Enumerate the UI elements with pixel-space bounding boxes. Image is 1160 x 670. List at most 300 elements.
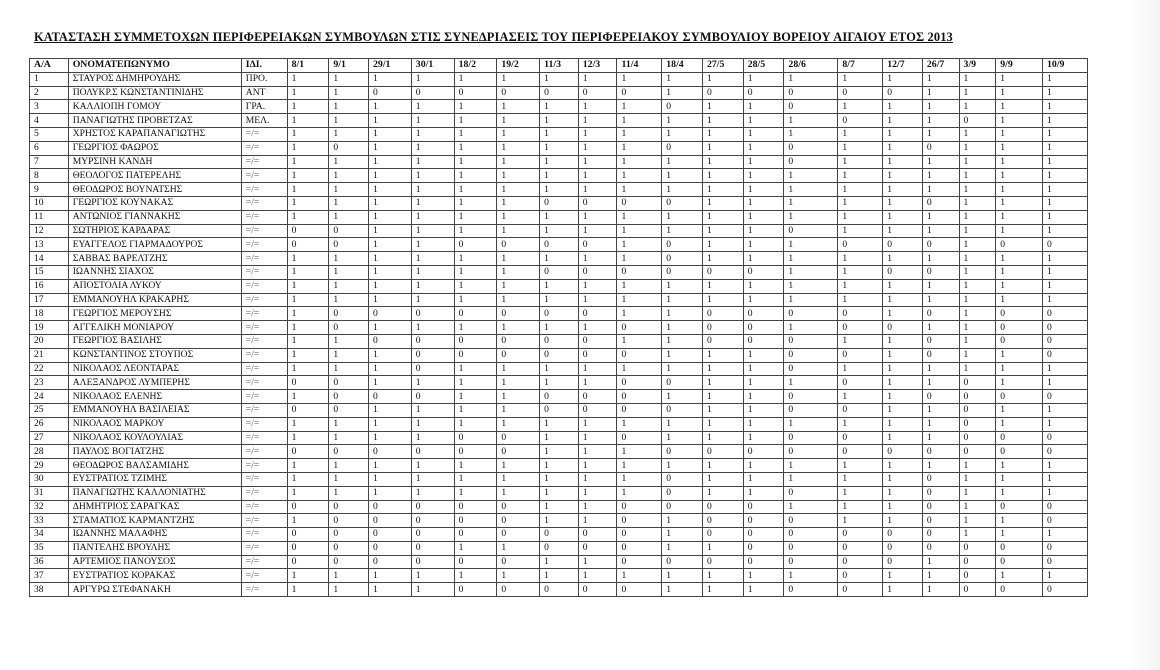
header-row: [30, 59, 1088, 73]
attendance-cell: 1: [454, 114, 497, 128]
attendance-cell: 0: [617, 403, 662, 417]
attendance-cell: 1: [454, 376, 497, 390]
attendance-cell: 1: [996, 169, 1043, 183]
attendance-cell: 1: [702, 252, 743, 266]
attendance-cell: 1: [497, 569, 540, 583]
attendance-cell: 1: [959, 514, 996, 528]
attendance-cell: 1: [959, 334, 996, 348]
attendance-cell: 0: [617, 196, 662, 210]
column-header-date: 10/9: [1043, 59, 1088, 73]
table-row: [30, 169, 1088, 183]
attendance-cell: 1: [743, 390, 784, 404]
attendance-cell: 1: [329, 196, 369, 210]
attendance-cell: 1: [329, 210, 369, 224]
attendance-cell: 1: [411, 293, 454, 307]
attendance-cell: 1: [1043, 100, 1088, 114]
attendance-cell: 1: [959, 279, 996, 293]
attendance-cell: 1: [662, 528, 703, 542]
column-header-date: 28/6: [784, 59, 838, 73]
member-name-cell: ΝΙΚΟΛΑΟΣ ΚΟΥΛΟΥΛΙΑΣ: [68, 431, 241, 445]
attendance-cell: 1: [329, 583, 369, 597]
row-number-cell: 9: [30, 183, 69, 197]
role-cell: =/=: [241, 541, 287, 555]
attendance-cell: 0: [838, 86, 883, 100]
attendance-cell: 0: [838, 528, 883, 542]
attendance-cell: 0: [578, 307, 617, 321]
attendance-cell: 0: [662, 100, 703, 114]
attendance-cell: 0: [996, 307, 1043, 321]
column-header-date: 26/7: [922, 59, 959, 73]
attendance-cell: 0: [287, 555, 329, 569]
table-row: [30, 500, 1088, 514]
attendance-cell: 0: [959, 541, 996, 555]
attendance-cell: 0: [497, 307, 540, 321]
attendance-cell: 1: [996, 141, 1043, 155]
row-number-cell: 6: [30, 141, 69, 155]
attendance-cell: 1: [497, 183, 540, 197]
attendance-cell: 0: [922, 445, 959, 459]
attendance-cell: 1: [578, 486, 617, 500]
attendance-cell: 1: [369, 431, 412, 445]
table-row: [30, 238, 1088, 252]
attendance-cell: 1: [702, 459, 743, 473]
attendance-cell: 1: [1043, 141, 1088, 155]
attendance-cell: 1: [743, 486, 784, 500]
table-row: [30, 265, 1088, 279]
attendance-cell: 0: [540, 265, 579, 279]
attendance-cell: 1: [838, 334, 883, 348]
attendance-cell: 0: [784, 403, 838, 417]
attendance-cell: 1: [287, 293, 329, 307]
table-row: [30, 514, 1088, 528]
attendance-cell: 1: [497, 403, 540, 417]
member-name-cell: ΕΥΣΤΡΑΤΙΟΣ ΤΖΙΜΗΣ: [68, 472, 241, 486]
attendance-cell: 1: [838, 169, 883, 183]
attendance-cell: 1: [702, 155, 743, 169]
attendance-cell: 0: [784, 100, 838, 114]
attendance-cell: 0: [838, 376, 883, 390]
member-name-cell: ΓΕΩΡΓΙΟΣ ΦΑΩΡΟΣ: [68, 141, 241, 155]
attendance-cell: 1: [922, 293, 959, 307]
attendance-cell: 1: [883, 362, 923, 376]
attendance-cell: 1: [454, 72, 497, 86]
attendance-cell: 1: [329, 486, 369, 500]
attendance-cell: 0: [454, 431, 497, 445]
attendance-cell: 0: [922, 141, 959, 155]
attendance-cell: 1: [540, 569, 579, 583]
attendance-cell: 0: [662, 486, 703, 500]
attendance-cell: 1: [329, 348, 369, 362]
member-name-cell: ΠΑΝΑΓΙΩΤΗΣ ΠΡΟΒΕΤΖΑΣ: [68, 114, 241, 128]
attendance-cell: 1: [287, 72, 329, 86]
attendance-cell: 1: [454, 279, 497, 293]
attendance-cell: 1: [996, 224, 1043, 238]
attendance-cell: 0: [287, 500, 329, 514]
attendance-cell: 0: [784, 155, 838, 169]
attendance-cell: 1: [702, 210, 743, 224]
attendance-cell: 1: [922, 86, 959, 100]
attendance-cell: 1: [454, 362, 497, 376]
table-row: [30, 555, 1088, 569]
attendance-cell: 1: [959, 86, 996, 100]
attendance-cell: 1: [497, 417, 540, 431]
attendance-cell: 0: [411, 500, 454, 514]
attendance-cell: 0: [922, 334, 959, 348]
attendance-cell: 0: [497, 348, 540, 362]
attendance-cell: 1: [1043, 155, 1088, 169]
role-cell: =/=: [241, 403, 287, 417]
attendance-cell: 1: [454, 100, 497, 114]
attendance-cell: 1: [959, 210, 996, 224]
member-name-cell: ΕΥΑΓΓΕΛΟΣ ΓΙΑΡΜΑΔΟΥΡΟΣ: [68, 238, 241, 252]
attendance-cell: 1: [287, 583, 329, 597]
attendance-cell: 1: [411, 403, 454, 417]
attendance-cell: 1: [743, 279, 784, 293]
attendance-cell: 1: [883, 72, 923, 86]
table-row: [30, 155, 1088, 169]
attendance-cell: 1: [617, 293, 662, 307]
member-name-cell: ΣΤΑΥΡΟΣ ΔΗΜΗΡΟΥΔΗΣ: [68, 72, 241, 86]
table-row: [30, 541, 1088, 555]
attendance-cell: 0: [617, 500, 662, 514]
attendance-cell: 0: [922, 307, 959, 321]
attendance-cell: 1: [883, 293, 923, 307]
attendance-cell: 1: [662, 362, 703, 376]
attendance-cell: 1: [540, 210, 579, 224]
attendance-cell: 1: [838, 155, 883, 169]
attendance-cell: 0: [497, 514, 540, 528]
attendance-cell: 1: [662, 155, 703, 169]
attendance-cell: 1: [1043, 114, 1088, 128]
attendance-cell: 1: [959, 500, 996, 514]
attendance-cell: 1: [784, 72, 838, 86]
attendance-cell: 0: [454, 500, 497, 514]
attendance-cell: 1: [1043, 210, 1088, 224]
attendance-cell: 1: [578, 569, 617, 583]
attendance-cell: 1: [838, 100, 883, 114]
attendance-cell: 1: [702, 569, 743, 583]
attendance-cell: 0: [1043, 390, 1088, 404]
attendance-cell: 1: [578, 293, 617, 307]
attendance-cell: 1: [996, 265, 1043, 279]
attendance-cell: 0: [329, 500, 369, 514]
attendance-cell: 1: [617, 445, 662, 459]
attendance-cell: 0: [497, 431, 540, 445]
attendance-cell: 1: [411, 114, 454, 128]
attendance-cell: 1: [578, 252, 617, 266]
attendance-cell: 1: [329, 334, 369, 348]
role-cell: =/=: [241, 348, 287, 362]
attendance-cell: 1: [411, 224, 454, 238]
attendance-cell: 1: [578, 183, 617, 197]
attendance-cell: 1: [497, 210, 540, 224]
attendance-cell: 0: [883, 238, 923, 252]
role-cell: =/=: [241, 141, 287, 155]
attendance-cell: 1: [662, 72, 703, 86]
attendance-cell: 1: [959, 72, 996, 86]
row-number-cell: 28: [30, 445, 69, 459]
attendance-cell: 1: [578, 514, 617, 528]
attendance-cell: 1: [838, 293, 883, 307]
attendance-cell: 0: [838, 114, 883, 128]
attendance-cell: 0: [784, 541, 838, 555]
attendance-cell: 0: [662, 252, 703, 266]
table-row: [30, 334, 1088, 348]
attendance-cell: 1: [702, 541, 743, 555]
attendance-cell: 0: [411, 348, 454, 362]
role-cell: =/=: [241, 472, 287, 486]
attendance-cell: 1: [497, 293, 540, 307]
attendance-cell: 0: [411, 334, 454, 348]
attendance-cell: 1: [662, 334, 703, 348]
table-row: [30, 210, 1088, 224]
attendance-cell: 0: [838, 569, 883, 583]
attendance-table: [29, 58, 1088, 597]
attendance-cell: 0: [329, 307, 369, 321]
role-cell: =/=: [241, 486, 287, 500]
attendance-cell: 1: [743, 183, 784, 197]
attendance-cell: 0: [1043, 555, 1088, 569]
column-header-date: 11/4: [617, 59, 662, 73]
attendance-cell: 1: [617, 183, 662, 197]
attendance-cell: 0: [454, 555, 497, 569]
attendance-cell: 1: [702, 127, 743, 141]
attendance-cell: 1: [411, 583, 454, 597]
attendance-cell: 0: [578, 528, 617, 542]
attendance-cell: 0: [497, 555, 540, 569]
attendance-cell: 1: [1043, 279, 1088, 293]
attendance-cell: 1: [838, 183, 883, 197]
attendance-cell: 0: [922, 472, 959, 486]
attendance-cell: 1: [617, 238, 662, 252]
attendance-cell: 0: [540, 541, 579, 555]
attendance-cell: 0: [1043, 583, 1088, 597]
attendance-cell: 1: [883, 500, 923, 514]
member-name-cell: ΑΡΓΥΡΩ ΣΤΕΦΑΝΑΚΗ: [68, 583, 241, 597]
table-row: [30, 141, 1088, 155]
attendance-cell: 1: [287, 155, 329, 169]
attendance-cell: 1: [287, 362, 329, 376]
attendance-cell: 1: [1043, 459, 1088, 473]
attendance-cell: 1: [329, 569, 369, 583]
attendance-cell: 1: [578, 114, 617, 128]
attendance-cell: 1: [287, 348, 329, 362]
column-header-date: 11/3: [540, 59, 579, 73]
attendance-cell: 0: [743, 541, 784, 555]
member-name-cell: ΙΩΑΝΝΗΣ ΣΙΑΧΟΣ: [68, 265, 241, 279]
attendance-cell: 0: [959, 376, 996, 390]
attendance-cell: 1: [743, 362, 784, 376]
member-name-cell: ΓΕΩΡΓΙΟΣ ΜΕΡΟΥΣΗΣ: [68, 307, 241, 321]
attendance-cell: 0: [702, 500, 743, 514]
attendance-cell: 1: [702, 583, 743, 597]
attendance-cell: 0: [540, 583, 579, 597]
member-name-cell: ΓΕΩΡΓΙΟΣ ΚΟΥΝΑΚΑΣ: [68, 196, 241, 210]
member-name-cell: ΝΙΚΟΛΑΟΣ ΛΕΟΝΤΑΡΑΣ: [68, 362, 241, 376]
column-header-number: Α/Α: [30, 59, 69, 73]
attendance-cell: 1: [540, 459, 579, 473]
attendance-cell: 1: [454, 169, 497, 183]
attendance-cell: 0: [784, 224, 838, 238]
attendance-cell: 1: [617, 472, 662, 486]
attendance-cell: 1: [411, 486, 454, 500]
table-row: [30, 252, 1088, 266]
table-row: [30, 183, 1088, 197]
member-name-cell: ΘΕΟΔΩΡΟΣ ΒΑΛΣΑΜΙΔΗΣ: [68, 459, 241, 473]
attendance-cell: 1: [996, 417, 1043, 431]
row-number-cell: 22: [30, 362, 69, 376]
attendance-cell: 1: [702, 279, 743, 293]
attendance-cell: 1: [838, 500, 883, 514]
attendance-cell: 1: [540, 114, 579, 128]
attendance-cell: 1: [883, 348, 923, 362]
attendance-cell: 1: [617, 210, 662, 224]
row-number-cell: 20: [30, 334, 69, 348]
attendance-cell: 1: [540, 279, 579, 293]
attendance-cell: 1: [411, 376, 454, 390]
row-number-cell: 4: [30, 114, 69, 128]
attendance-cell: 0: [287, 528, 329, 542]
attendance-cell: 1: [784, 293, 838, 307]
role-cell: =/=: [241, 583, 287, 597]
attendance-cell: 1: [369, 362, 412, 376]
attendance-cell: 1: [838, 362, 883, 376]
attendance-cell: 1: [743, 155, 784, 169]
attendance-cell: 0: [578, 541, 617, 555]
table-row: [30, 417, 1088, 431]
attendance-cell: 0: [617, 348, 662, 362]
attendance-cell: 1: [287, 431, 329, 445]
member-name-cell: ΣΩΤΗΡΙΟΣ ΚΑΡΔΑΡΑΣ: [68, 224, 241, 238]
attendance-cell: 1: [662, 224, 703, 238]
attendance-cell: 1: [287, 127, 329, 141]
attendance-cell: 1: [838, 210, 883, 224]
attendance-cell: 1: [411, 127, 454, 141]
attendance-cell: 1: [617, 100, 662, 114]
row-number-cell: 1: [30, 72, 69, 86]
row-number-cell: 12: [30, 224, 69, 238]
attendance-cell: 1: [702, 224, 743, 238]
attendance-cell: 1: [662, 514, 703, 528]
row-number-cell: 14: [30, 252, 69, 266]
attendance-cell: 1: [497, 321, 540, 335]
attendance-cell: 0: [996, 555, 1043, 569]
attendance-cell: 1: [1043, 127, 1088, 141]
member-name-cell: ΔΗΜΗΤΡΙΟΣ ΣΑΡΑΓΚΑΣ: [68, 500, 241, 514]
attendance-cell: 1: [996, 528, 1043, 542]
attendance-cell: 1: [1043, 183, 1088, 197]
attendance-cell: 1: [996, 114, 1043, 128]
attendance-cell: 1: [743, 224, 784, 238]
attendance-cell: 0: [959, 114, 996, 128]
attendance-cell: 1: [743, 72, 784, 86]
role-cell: ΜΕΛ.: [241, 114, 287, 128]
attendance-cell: 0: [369, 528, 412, 542]
attendance-cell: 0: [743, 265, 784, 279]
row-number-cell: 32: [30, 500, 69, 514]
attendance-cell: 0: [329, 514, 369, 528]
attendance-cell: 0: [662, 376, 703, 390]
attendance-cell: 1: [922, 155, 959, 169]
attendance-cell: 1: [540, 431, 579, 445]
attendance-cell: 1: [454, 403, 497, 417]
attendance-cell: 1: [883, 155, 923, 169]
attendance-cell: 1: [743, 169, 784, 183]
attendance-cell: 1: [662, 86, 703, 100]
attendance-cell: 1: [959, 265, 996, 279]
attendance-cell: 1: [578, 155, 617, 169]
table-row: [30, 583, 1088, 597]
attendance-cell: 1: [578, 169, 617, 183]
attendance-cell: 1: [702, 376, 743, 390]
attendance-cell: 1: [578, 431, 617, 445]
attendance-cell: 1: [883, 334, 923, 348]
attendance-cell: 1: [369, 583, 412, 597]
attendance-cell: 1: [1043, 293, 1088, 307]
attendance-cell: 1: [702, 431, 743, 445]
attendance-cell: 0: [996, 431, 1043, 445]
attendance-cell: 1: [838, 196, 883, 210]
attendance-cell: 1: [287, 307, 329, 321]
attendance-cell: 1: [922, 431, 959, 445]
attendance-cell: 1: [996, 196, 1043, 210]
attendance-cell: 0: [662, 265, 703, 279]
attendance-cell: 1: [662, 348, 703, 362]
attendance-cell: 1: [838, 72, 883, 86]
attendance-cell: 0: [411, 390, 454, 404]
attendance-cell: 0: [784, 334, 838, 348]
attendance-cell: 0: [662, 500, 703, 514]
role-cell: =/=: [241, 265, 287, 279]
attendance-cell: 0: [883, 86, 923, 100]
attendance-cell: 0: [411, 528, 454, 542]
attendance-cell: 0: [922, 238, 959, 252]
row-number-cell: 17: [30, 293, 69, 307]
attendance-cell: 1: [578, 417, 617, 431]
attendance-cell: 0: [959, 445, 996, 459]
attendance-cell: 1: [838, 417, 883, 431]
role-cell: =/=: [241, 417, 287, 431]
row-number-cell: 11: [30, 210, 69, 224]
attendance-cell: 1: [617, 169, 662, 183]
attendance-cell: 1: [922, 362, 959, 376]
attendance-cell: 1: [578, 321, 617, 335]
attendance-cell: 0: [784, 486, 838, 500]
attendance-cell: 1: [497, 127, 540, 141]
member-name-cell: ΝΙΚΟΛΑΟΣ ΕΛΕΝΗΣ: [68, 390, 241, 404]
attendance-cell: 1: [996, 348, 1043, 362]
attendance-cell: 1: [883, 569, 923, 583]
row-number-cell: 35: [30, 541, 69, 555]
attendance-cell: 1: [662, 431, 703, 445]
attendance-cell: 1: [287, 196, 329, 210]
attendance-cell: 0: [540, 334, 579, 348]
attendance-cell: 0: [883, 528, 923, 542]
attendance-cell: 0: [838, 431, 883, 445]
attendance-cell: 1: [287, 569, 329, 583]
attendance-cell: 1: [883, 514, 923, 528]
attendance-cell: 0: [662, 403, 703, 417]
attendance-cell: 1: [369, 100, 412, 114]
attendance-cell: 1: [329, 279, 369, 293]
attendance-cell: 1: [1043, 196, 1088, 210]
attendance-cell: 1: [411, 183, 454, 197]
attendance-cell: 1: [702, 293, 743, 307]
attendance-cell: 1: [959, 155, 996, 169]
role-cell: ΠΡΟ.: [241, 72, 287, 86]
role-cell: =/=: [241, 210, 287, 224]
attendance-cell: 0: [578, 196, 617, 210]
